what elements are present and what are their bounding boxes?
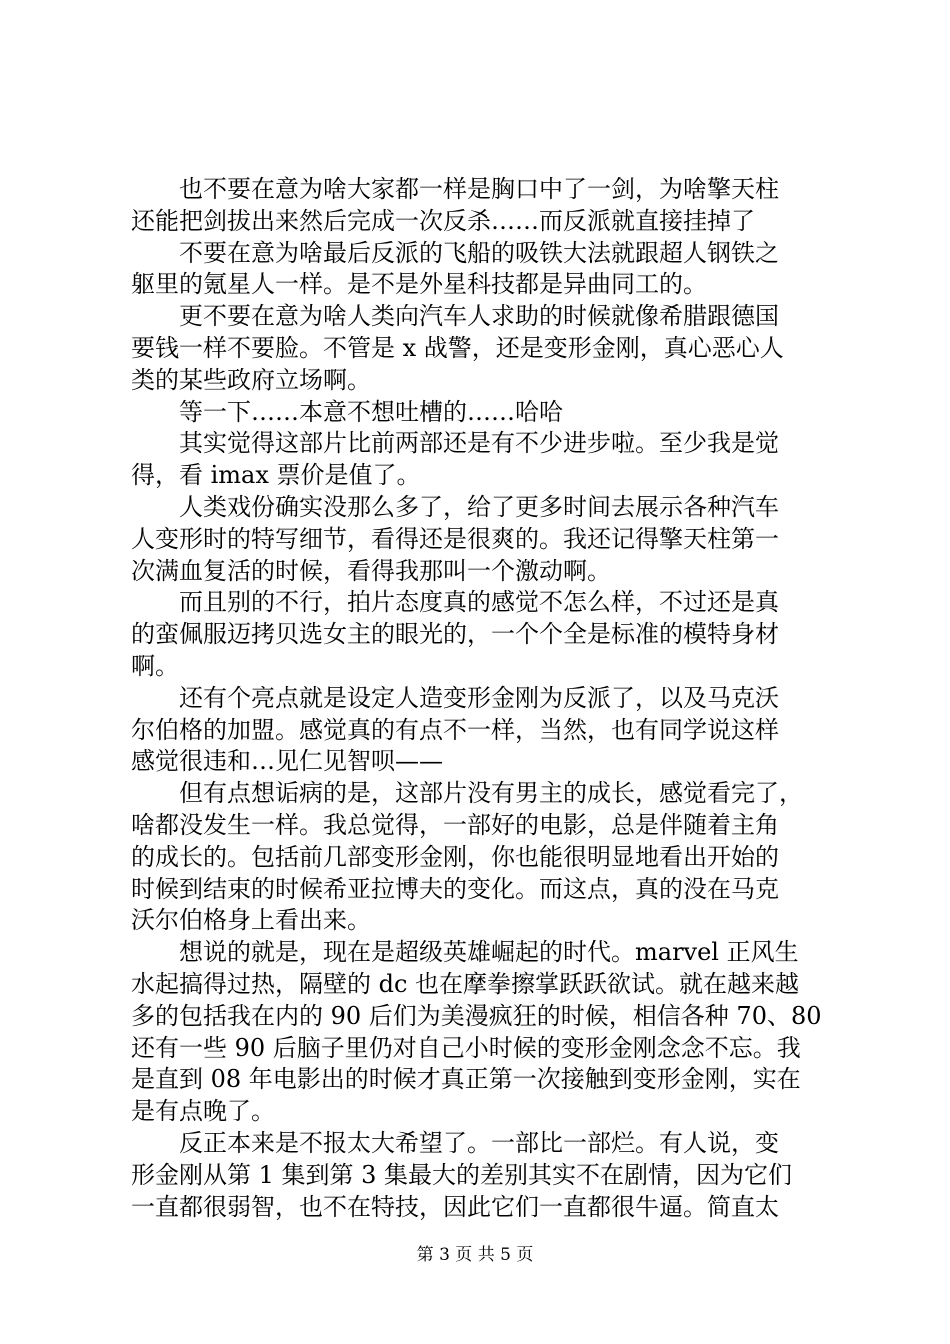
- text-line: 还有一些 90 后脑子里仍对自己小时候的变形金刚念念不忘。我: [131, 1033, 801, 1062]
- text-line: 人变形时的特写细节，看得还是很爽的。我还记得擎天柱第一: [131, 524, 779, 553]
- document-body: [131, 174, 831, 1223]
- text-line: 时候到结束的时候希亚拉博夫的变化。而这点，真的没在马克: [131, 874, 779, 903]
- text-line: 想说的就是，现在是超级英雄崛起的时代。marvel 正风生: [179, 938, 799, 967]
- text-line: 类的某些政府立场啊。: [131, 365, 371, 394]
- text-line: 要钱一样不要脸。不管是 x 战警，还是变形金刚，真心恶心人: [131, 333, 784, 362]
- text-line: 一直都很弱智，也不在特技，因此它们一直都很牛逼。简直太: [131, 1192, 779, 1221]
- text-line: 但有点想诟病的是，这部片没有男主的成长，感觉看完了，: [179, 779, 803, 808]
- text-line: 人类戏份确实没那么多了，给了更多时间去展示各种汽车: [179, 492, 779, 521]
- text-line: 尔伯格的加盟。感觉真的有点不一样，当然，也有同学说这样: [131, 715, 779, 744]
- text-line: 也不要在意为啥大家都一样是胸口中了一剑，为啥擎天柱: [179, 175, 779, 203]
- text-line: 啊。: [131, 651, 179, 680]
- text-line: 啥都没发生一样。我总觉得，一部好的电影，总是伴随着主角: [131, 810, 779, 839]
- text-line: 的蛮佩服迈拷贝选女主的眼光的，一个个全是标准的模特身材: [131, 620, 779, 649]
- text-line: 而且别的不行，拍片态度真的感觉不怎么样，不过还是真: [179, 588, 779, 617]
- text-line: 水起搞得过热，隔壁的 dc 也在摩拳擦掌跃跃欲试。就在越来越: [131, 969, 800, 998]
- text-line: 其实觉得这部片比前两部还是有不少进步啦。至少我是觉: [179, 429, 779, 458]
- text-line: 感觉很违和…见仁见智呗——: [131, 747, 443, 776]
- text-line: 还有个亮点就是设定人造变形金刚为反派了，以及马克沃: [179, 683, 779, 712]
- text-line: 形金刚从第 1 集到第 3 集最大的差别其实不在剧情，因为它们: [131, 1160, 793, 1189]
- text-line: 次满血复活的时候，看得我那叫一个激动啊。: [131, 556, 611, 585]
- page-footer: 第 3 页 共 5 页: [416, 1245, 534, 1265]
- text-line: 不要在意为啥最后反派的飞船的吸铁大法就跟超人钢铁之: [179, 238, 779, 267]
- text-line: 反正本来是不报太大希望了。一部比一部烂。有人说，变: [179, 1128, 779, 1157]
- text-line: 还能把剑拔出来然后完成一次反杀……而反派就直接挂掉了: [131, 206, 755, 235]
- text-line: 的成长的。包括前几部变形金刚，你也能很明显地看出开始的: [131, 842, 779, 871]
- text-line: 多的包括我在内的 90 后们为美漫疯狂的时候，相信各种 70、80: [131, 1001, 822, 1030]
- text-line: 等一下……本意不想吐槽的……哈哈: [179, 397, 563, 426]
- text-line: 是直到 08 年电影出的时候才真正第一次接触到变形金刚，实在: [131, 1065, 801, 1094]
- text-line: 得，看 imax 票价是值了。: [131, 461, 421, 490]
- text-line: 躯里的氪星人一样。是不是外星科技都是异曲同工的。: [131, 270, 707, 299]
- text-line: 更不要在意为啥人类向汽车人求助的时候就像希腊跟德国: [179, 302, 779, 331]
- text-line: 是有点晚了。: [131, 1097, 275, 1126]
- text-line: 沃尔伯格身上看出来。: [131, 906, 371, 935]
